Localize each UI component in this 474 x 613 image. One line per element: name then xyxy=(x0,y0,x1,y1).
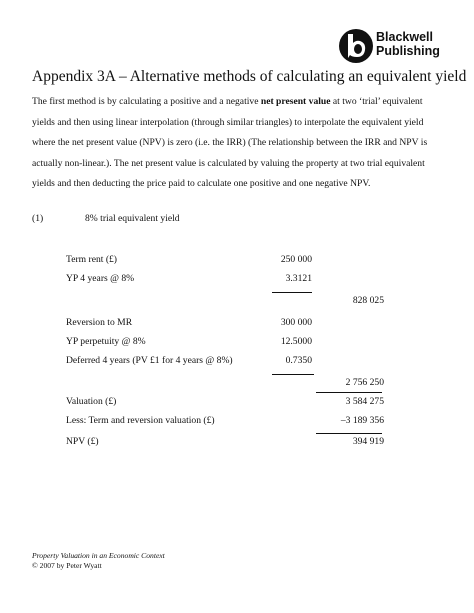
intro-text-end: at two ‘trial’ equivalent yields and then using linear interpolation (through similar triangles) to interpolate the equivalent yield where the net present value (NPV) is zero (i.e. the IRR) (The relationship between the IRR and NPV is actually non-linear.). The net present value is calculated by valuing the property at two trial equivalent yields and then deducting the price paid to calculate one positive and one negative NPV. xyxy=(32,96,428,190)
publisher-logo xyxy=(338,26,448,66)
term-value: 828 025 xyxy=(352,295,384,306)
valuation-rule xyxy=(316,392,382,393)
npv-value: 394 919 xyxy=(352,436,384,447)
blackwell-logo-icon xyxy=(338,28,374,64)
page-footer xyxy=(32,551,165,570)
brand-line-1: Blackwell xyxy=(376,30,433,44)
deferred-value: 0.7350 xyxy=(285,355,312,366)
brand-name xyxy=(376,30,440,58)
page-title: Appendix 3A – Alternative methods of calculating an equivalent yield xyxy=(32,68,467,85)
yp-term-label: YP 4 years @ 8% xyxy=(66,273,135,284)
yp-perpetuity-value: 12.5000 xyxy=(280,336,312,347)
yp-term-value: 3.3121 xyxy=(285,273,312,284)
intro-text-start: The first method is by calculating a positive and a negative xyxy=(32,96,261,107)
term-subtotal-rule xyxy=(272,292,312,293)
intro-bold-term: net present value xyxy=(260,96,331,107)
term-rent-label: Term rent (£) xyxy=(66,254,118,265)
book-title: Property Valuation in an Economic Context xyxy=(32,551,165,560)
item-label: 8% trial equivalent yield xyxy=(85,213,180,224)
reversion-value: 300 000 xyxy=(280,317,312,328)
less-label: Less: Term and reversion valuation (£) xyxy=(66,415,215,426)
copyright: © 2007 by Peter Wyatt xyxy=(32,560,102,570)
valuation-value: 3 584 275 xyxy=(345,396,384,407)
less-value: –3 189 356 xyxy=(340,415,384,426)
reversion-subtotal-rule xyxy=(272,374,314,375)
deferred-label: Deferred 4 years (PV £1 for 4 years @ 8%) xyxy=(66,355,233,366)
npv-rule xyxy=(316,433,382,434)
valuation-label: Valuation (£) xyxy=(66,396,117,407)
yp-perpetuity-label: YP perpetuity @ 8% xyxy=(66,336,146,347)
item-number: (1) xyxy=(32,213,44,224)
brand-line-2: Publishing xyxy=(376,44,440,58)
npv-label: NPV (£) xyxy=(66,436,99,447)
intro-paragraph xyxy=(32,92,444,195)
reversion-value-total: 2 756 250 xyxy=(345,377,384,388)
term-rent-value: 250 000 xyxy=(280,254,312,265)
reversion-label: Reversion to MR xyxy=(66,317,133,328)
